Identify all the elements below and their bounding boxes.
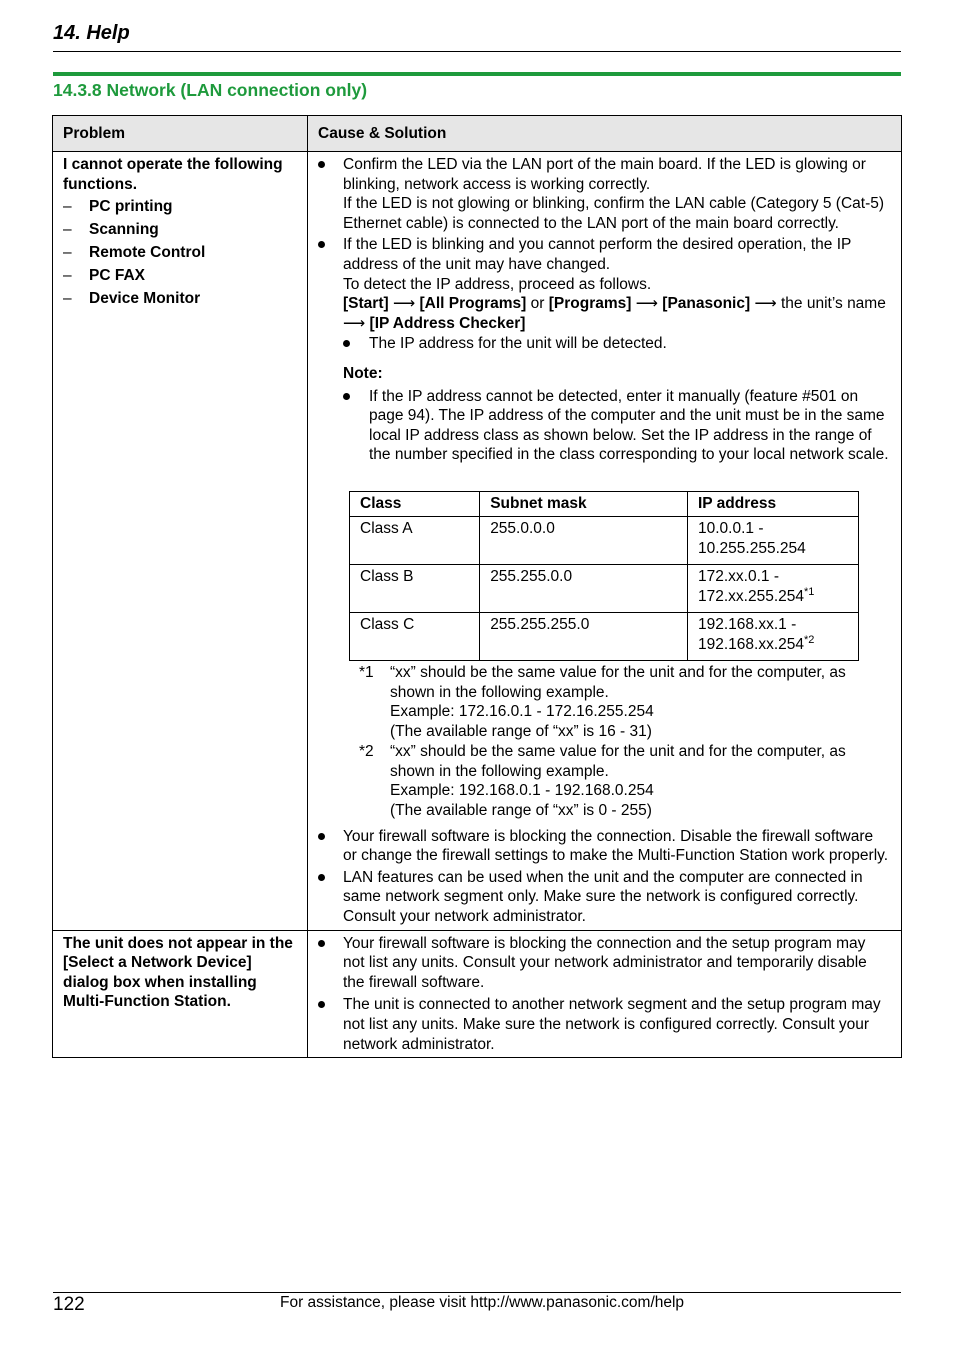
footnote-range: (The available range of “xx” is 16 - 31) bbox=[390, 722, 652, 740]
footnote-mark: *2 bbox=[359, 743, 374, 761]
footnote-text: “xx” should be the same value for the unit and for the computer, as shown in the following example. bbox=[390, 743, 846, 780]
bullet-icon bbox=[318, 161, 325, 168]
arrow-right-icon: ⟶ bbox=[635, 295, 658, 313]
footnote-mark: *1 bbox=[359, 663, 374, 681]
list-item: – Remote Control bbox=[63, 243, 297, 263]
bullet-icon bbox=[318, 874, 325, 881]
page-number: 122 bbox=[53, 1294, 85, 1315]
header-cause-solution: Cause & Solution bbox=[308, 116, 902, 152]
path-panasonic: [Panasonic] bbox=[662, 295, 751, 313]
header-class: Class bbox=[350, 491, 480, 516]
path-start: [Start] bbox=[343, 295, 389, 313]
function-list bbox=[63, 197, 297, 308]
footnote-text: “xx” should be the same value for the unit and for the computer, as shown in the following example. bbox=[390, 663, 846, 701]
footer-divider bbox=[53, 1292, 901, 1293]
bullet-icon bbox=[343, 393, 350, 400]
arrow-right-icon: ⟶ bbox=[343, 314, 366, 332]
note-text: If the IP address cannot be detected, enter it manually (feature #501 on page 94). The IP address of the computer and the unit must be in the same local IP address class as shown below. Set the IP address in the range of the number specified in the class corresponding to your local network scale. bbox=[369, 387, 889, 464]
mask-cell: 255.255.0.0 bbox=[480, 564, 688, 612]
section-title: 14.3.8 Network (LAN connection only) bbox=[53, 80, 368, 100]
path-unit-name: the unit’s name bbox=[781, 295, 886, 313]
list-item: – PC printing bbox=[63, 197, 297, 217]
paragraph: If the LED is not glowing or blinking, confirm the LAN cable (Category 5 (Cat-5) Ethernet cable) is connected to the LAN port of the main board correctly. bbox=[343, 195, 885, 232]
footnote-body bbox=[390, 663, 891, 741]
footnote-ref: *2 bbox=[804, 633, 815, 646]
list-item: – Scanning bbox=[63, 220, 297, 240]
footnote-body bbox=[390, 742, 891, 820]
class-cell: Class C bbox=[350, 612, 480, 660]
ip-end: 172.xx.255.254 bbox=[698, 587, 805, 605]
ip-cell bbox=[688, 612, 859, 660]
paragraph: Your firewall software is blocking the connection. Disable the firewall software or change the firewall settings to make the Multi-Function Station work properly. bbox=[343, 827, 889, 865]
problem-title: I cannot operate the following functions. bbox=[63, 156, 283, 193]
footer-text: For assistance, please visit http://www.panasonic.com/help bbox=[280, 1294, 685, 1311]
section-bar bbox=[53, 72, 901, 76]
bullet-item bbox=[318, 995, 891, 1054]
header-problem: Problem bbox=[53, 116, 308, 152]
bullet-icon bbox=[318, 940, 325, 947]
path-all-programs: [All Programs] bbox=[419, 295, 527, 313]
table-row bbox=[350, 516, 859, 564]
class-cell: Class A bbox=[350, 516, 480, 564]
ip-cell bbox=[688, 564, 859, 612]
footnote-ref: *1 bbox=[804, 585, 815, 598]
ip-start: 172.xx.0.1 - bbox=[698, 567, 779, 585]
sub-bullet-item bbox=[343, 387, 891, 465]
paragraph: Your firewall software is blocking the connection and the setup program may not list any units. Consult your network administrator and temporarily disable the firewall software. bbox=[343, 934, 867, 991]
paragraph: Confirm the LED via the LAN port of the main board. If the LED is glowing or blinking, network access is working correctly. bbox=[343, 156, 866, 193]
mask-cell: 255.255.255.0 bbox=[480, 612, 688, 660]
paragraph: LAN features can be used when the unit and the computer are connected in same network segment only. Make sure the network is configured correctly. Consult your network administrator. bbox=[343, 868, 863, 926]
sub-bullet-item bbox=[343, 334, 891, 354]
bullet-item bbox=[318, 868, 891, 927]
detected-text: The IP address for the unit will be detected. bbox=[369, 335, 667, 353]
problem-cell: The unit does not appear in the [Select a Network Device] dialog box when installing Multi-Function Station. bbox=[53, 930, 308, 1058]
class-cell: Class B bbox=[350, 564, 480, 612]
solution-cell bbox=[308, 930, 902, 1058]
path-ip-address-checker: [IP Address Checker] bbox=[369, 314, 526, 332]
chapter-title: 14. Help bbox=[53, 22, 130, 44]
bullet-icon bbox=[318, 833, 325, 840]
footnote-example: Example: 172.16.0.1 - 172.16.255.254 bbox=[390, 703, 654, 721]
path-programs: [Programs] bbox=[548, 295, 632, 313]
ip-class-table bbox=[349, 491, 859, 661]
bullet-item bbox=[318, 934, 891, 993]
footnote bbox=[359, 742, 891, 820]
footnote bbox=[359, 663, 891, 741]
bullet-icon bbox=[343, 340, 350, 347]
paragraph: To detect the IP address, proceed as follows. bbox=[343, 275, 652, 293]
bullet-item bbox=[318, 827, 891, 866]
ip-end: 10.255.255.254 bbox=[698, 539, 806, 557]
list-item: – Device Monitor bbox=[63, 289, 297, 309]
paragraph: The unit is connected to another network segment and the setup program may not list any units. Make sure the network is configured correctly. Consult your network administrator. bbox=[343, 996, 881, 1053]
table-row bbox=[350, 564, 859, 612]
header-divider bbox=[53, 51, 901, 52]
mask-cell: 255.0.0.0 bbox=[480, 516, 688, 564]
bullet-item bbox=[318, 235, 891, 820]
ip-table-header-row bbox=[350, 491, 859, 516]
footnote-range: (The available range of “xx” is 0 - 255) bbox=[390, 802, 652, 820]
path-or: or bbox=[530, 295, 545, 313]
table-row bbox=[53, 152, 902, 931]
note-label: Note: bbox=[343, 364, 383, 382]
bullet-icon bbox=[318, 1001, 325, 1008]
bullet-item bbox=[318, 155, 891, 233]
menu-path bbox=[343, 294, 891, 333]
footnote-example: Example: 192.168.0.1 - 192.168.0.254 bbox=[390, 782, 654, 800]
problem-cell bbox=[53, 152, 308, 931]
table-header-row bbox=[53, 116, 902, 152]
ip-end: 192.168.xx.254 bbox=[698, 635, 805, 653]
solution-cell bbox=[308, 152, 902, 931]
ip-start: 192.168.xx.1 - bbox=[698, 615, 797, 633]
troubleshooting-table bbox=[52, 115, 902, 1058]
ip-start: 10.0.0.1 - bbox=[698, 519, 764, 537]
header-ip-address: IP address bbox=[688, 491, 859, 516]
arrow-right-icon: ⟶ bbox=[392, 295, 416, 313]
table-row bbox=[53, 930, 902, 1058]
paragraph: If the LED is blinking and you cannot perform the desired operation, the IP address of the unit may have changed. bbox=[343, 236, 852, 273]
list-item: – PC FAX bbox=[63, 266, 297, 286]
header-subnet-mask: Subnet mask bbox=[480, 491, 688, 516]
arrow-right-icon: ⟶ bbox=[754, 295, 777, 313]
ip-cell bbox=[688, 516, 859, 564]
bullet-icon bbox=[318, 241, 325, 248]
table-row bbox=[350, 612, 859, 660]
